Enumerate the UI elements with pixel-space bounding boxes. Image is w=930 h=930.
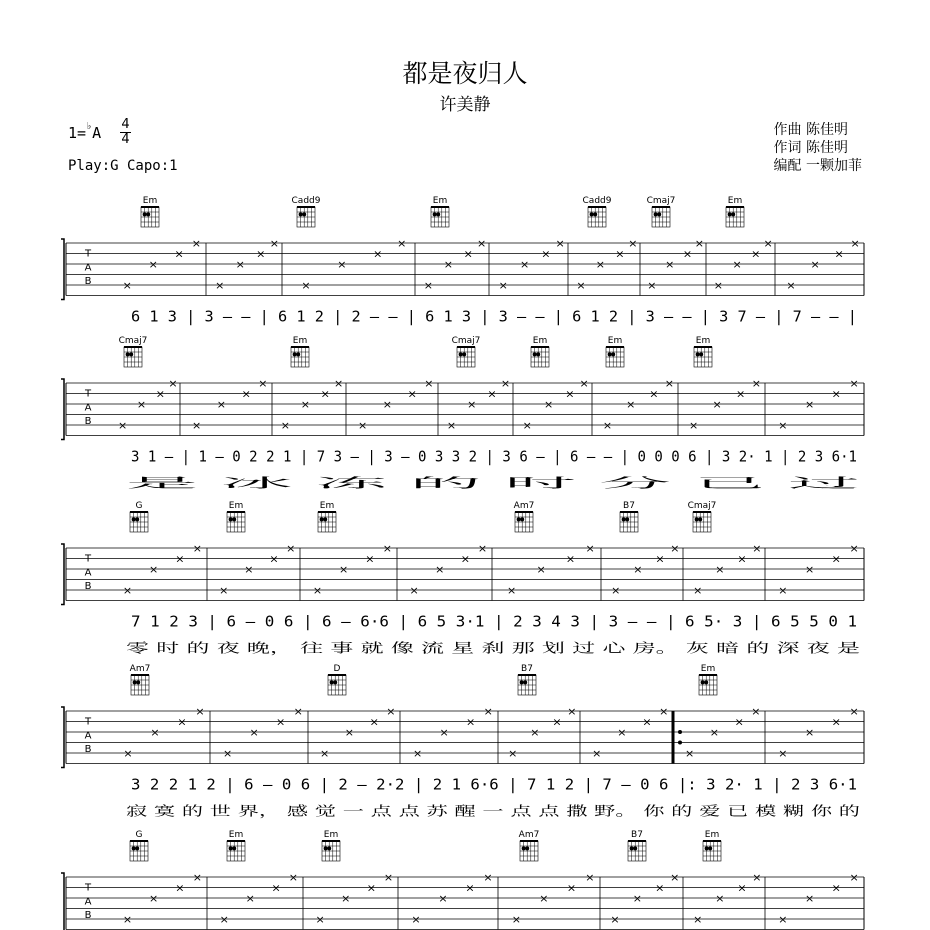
chord-diagram-dot: [136, 680, 140, 684]
tab-note-x: ×: [831, 387, 841, 401]
numbered-notation: 6 1 3 | 3 — — | 6 1 2 | 2 — — | 6 1 3 | 3 — — | 6 1 2 | 3 — — | 3 7 — | 7 — — |: [131, 307, 857, 326]
tab-note-x: ×: [483, 871, 493, 884]
tab-note-x: ×: [539, 892, 549, 905]
tab-note-x: ×: [409, 584, 419, 597]
tab-note-x: ×: [337, 258, 347, 271]
tab-note-x: ×: [271, 881, 281, 895]
tab-note-x: ×: [602, 419, 613, 432]
tab-note-x: ×: [219, 913, 229, 926]
chord-diagram-dot: [728, 212, 732, 216]
chord-diagram-dot: [517, 517, 521, 521]
tab-note-x: ×: [649, 387, 659, 401]
tab-note-x: ×: [191, 237, 202, 250]
tab-note-x: ×: [293, 705, 303, 718]
numbered-notation: 3 2 2 1 2 | 6 — 0 6 | 2 — 2·2 | 2 1 6·6 | 7 1 2 | 7 — 0 6 |: 3 2· 1 | 2 3 6·1: [131, 775, 858, 794]
chord-diagram-dot: [232, 846, 236, 850]
chord-diagram-dot: [327, 846, 331, 850]
tab-note-x: ×: [642, 715, 652, 729]
tab-note-x: ×: [460, 552, 471, 566]
chord-name: Em: [228, 501, 244, 511]
tab-note-x: ×: [611, 584, 621, 597]
tab-note-x: ×: [223, 747, 233, 760]
tab-note-x: ×: [446, 419, 457, 432]
tab-note-x: ×: [522, 419, 532, 432]
chord-name: Am7: [518, 830, 540, 840]
tab-note-x: ×: [694, 237, 705, 250]
tab-note-x: ×: [383, 871, 394, 884]
lyrics-line: 寂 寞 的 世 界， 感 觉 一 点 点 苏 醒 一 点 点 撒 野。 你 的 爱 已 模 糊 你 的: [126, 804, 577, 820]
repeat-dot: [678, 730, 682, 734]
tab-note-x: ×: [369, 715, 379, 729]
chord-name: Em: [695, 336, 711, 346]
tab-note-x: ×: [684, 747, 695, 760]
tab-note-x: ×: [333, 377, 344, 390]
tab-note-x: ×: [382, 398, 393, 411]
tab-note-x: ×: [655, 881, 665, 895]
chord-diagram-dot: [299, 212, 303, 216]
tab-note-x: ×: [682, 247, 693, 261]
system-bracket: [61, 873, 64, 930]
chord-diagram-dot: [330, 680, 334, 684]
tab-note-x: ×: [709, 726, 720, 739]
tab-clef-letter: B: [84, 580, 92, 592]
chord-diagram-dot: [536, 352, 540, 356]
tab-note-x: ×: [258, 377, 268, 390]
chord-diagram-dot: [436, 212, 440, 216]
tab-note-x: ×: [786, 279, 796, 292]
chord-diagram-dot: [695, 517, 699, 521]
tab-note-x: ×: [565, 552, 576, 566]
tab-note-x: ×: [435, 563, 445, 576]
tab-note-x: ×: [117, 419, 128, 432]
chord-name: Cmaj7: [687, 501, 717, 511]
chord-name: Cadd9: [291, 196, 321, 206]
chord-diagram-dot: [433, 212, 437, 216]
tab-note-x: ×: [424, 377, 434, 390]
system-bracket: [61, 544, 64, 605]
tab-note-x: ×: [438, 892, 448, 905]
tab-note-x: ×: [216, 398, 227, 411]
chord-diagram-dot: [302, 212, 306, 216]
tab-note-x: ×: [804, 398, 815, 411]
tab-note-x: ×: [269, 552, 279, 566]
tab-note-x: ×: [443, 258, 453, 271]
chord-diagram-dot: [705, 846, 709, 850]
tab-note-x: ×: [831, 552, 841, 566]
tab-note-x: ×: [500, 377, 511, 390]
chord-diagram-dot: [590, 212, 594, 216]
tab-note-x: ×: [397, 237, 407, 250]
tab-note-x: ×: [275, 715, 286, 729]
tab-note-x: ×: [736, 387, 746, 401]
tab-note-x: ×: [737, 552, 747, 566]
tab-note-x: ×: [344, 726, 355, 739]
tab-note-x: ×: [195, 705, 205, 718]
chord-diagram-dot: [229, 517, 233, 521]
chord-name: Em: [727, 196, 743, 206]
chord-diagram-dot: [533, 352, 537, 356]
tab-note-x: ×: [192, 871, 202, 884]
tab-note-x: ×: [579, 377, 589, 390]
tab-note-x: ×: [659, 705, 669, 718]
tab-note-x: ×: [339, 563, 349, 576]
tab-note-x: ×: [565, 387, 575, 401]
chord-name: D: [333, 664, 341, 674]
tab-note-x: ×: [737, 881, 747, 895]
tab-note-x: ×: [552, 715, 562, 729]
tab-note-x: ×: [465, 881, 475, 895]
tab-note-x: ×: [191, 419, 202, 432]
chord-diagram-dot: [129, 352, 133, 356]
chord-diagram-dot: [704, 680, 708, 684]
tab-note-x: ×: [439, 726, 449, 739]
tab-note-x: ×: [693, 584, 703, 597]
tab-note-x: ×: [732, 258, 742, 271]
play-capo-info: Play:G Capo:1: [68, 158, 178, 174]
tab-note-x: ×: [850, 237, 860, 250]
tab-note-x: ×: [712, 398, 722, 411]
tab-note-x: ×: [778, 419, 788, 432]
chord-name: Cmaj7: [118, 336, 148, 346]
tab-clef-letter: T: [84, 716, 92, 728]
tab-note-x: ×: [280, 419, 290, 432]
chord-diagram-dot: [229, 846, 233, 850]
tab-note-x: ×: [595, 258, 606, 271]
chord-name: Em: [319, 501, 335, 511]
chord-diagram-dot: [520, 680, 524, 684]
key-signature: 1=♭A: [68, 121, 102, 142]
chord-diagram-dot: [701, 680, 705, 684]
tab-note-x: ×: [647, 279, 657, 292]
chord-diagram-dot: [333, 680, 337, 684]
chord-name: Em: [532, 336, 548, 346]
tab-note-x: ×: [778, 584, 788, 597]
chord-name: B7: [521, 664, 533, 674]
time-signature: 4 4: [121, 117, 130, 147]
tab-note-x: ×: [576, 279, 586, 292]
tab-note-x: ×: [831, 715, 841, 729]
tab-note-x: ×: [633, 563, 643, 576]
tab-note-x: ×: [463, 247, 473, 261]
tab-note-x: ×: [312, 584, 323, 597]
tab-note-x: ×: [592, 747, 602, 760]
tab-note-x: ×: [508, 747, 518, 760]
tab-note-x: ×: [689, 419, 699, 432]
tab-note-x: ×: [122, 913, 133, 926]
chord-diagram-dot: [593, 212, 597, 216]
chord-diagram-dot: [633, 846, 637, 850]
tab-note-x: ×: [465, 715, 476, 729]
tab-note-x: ×: [136, 398, 147, 411]
tab-note-x: ×: [174, 247, 184, 261]
tab-note-x: ×: [235, 258, 245, 271]
chord-name: Em: [292, 336, 308, 346]
tab-note-x: ×: [713, 279, 724, 292]
chord-name: Em: [704, 830, 720, 840]
chord-diagram-dot: [731, 212, 735, 216]
tab-note-x: ×: [834, 247, 844, 261]
arranger-credit: 编配 一颗加菲: [773, 158, 862, 174]
tab-note-x: ×: [849, 871, 859, 884]
chord-name: Cadd9: [582, 196, 612, 206]
tab-note-x: ×: [778, 913, 788, 926]
tab-note-x: ×: [511, 913, 521, 926]
chord-diagram-dot: [522, 846, 526, 850]
chord-name: G: [135, 830, 143, 840]
tab-note-x: ×: [849, 705, 859, 718]
tab-note-x: ×: [219, 584, 229, 597]
tab-note-x: ×: [804, 726, 815, 739]
tab-note-x: ×: [734, 715, 744, 729]
chord-name: Em: [432, 196, 448, 206]
chord-diagram-dot: [611, 352, 615, 356]
tab-note-x: ×: [245, 892, 255, 905]
chord-diagram-dot: [143, 212, 147, 216]
chord-diagram-dot: [523, 680, 527, 684]
tab-note-x: ×: [155, 387, 166, 401]
chord-name: B7: [623, 501, 635, 511]
tab-note-x: ×: [319, 747, 330, 760]
chord-diagram-dot: [459, 352, 463, 356]
tab-note-x: ×: [715, 563, 725, 576]
tab-note-x: ×: [215, 279, 225, 292]
chord-diagram-dot: [135, 517, 139, 521]
chord-diagram-dot: [296, 352, 300, 356]
tab-note-x: ×: [849, 542, 859, 555]
tab-note-x: ×: [610, 913, 620, 926]
lyrics-line: 零 时 的 夜 晚， 往 事 就 像 流 星 刹 那 划 过 心 房。 灰 暗 的 深 夜 是: [126, 641, 542, 657]
tab-clef-letter: B: [84, 909, 92, 921]
chord-diagram-dot: [696, 352, 700, 356]
tab-note-x: ×: [655, 552, 665, 566]
tab-clef-letter: T: [84, 248, 92, 260]
tab-note-x: ×: [168, 377, 178, 390]
song-title: 都是夜归人: [402, 59, 528, 88]
tab-note-x: ×: [670, 542, 680, 555]
tab-note-x: ×: [411, 913, 421, 926]
tab-note-x: ×: [752, 542, 762, 555]
chord-diagram-dot: [133, 680, 137, 684]
chord-name: B7: [631, 830, 643, 840]
tab-note-x: ×: [244, 563, 254, 576]
chord-diagram-dot: [520, 517, 524, 521]
tab-note-x: ×: [241, 387, 251, 401]
system-bracket: [61, 379, 64, 440]
tab-note-x: ×: [413, 747, 423, 760]
tab-clef-letter: T: [84, 388, 92, 400]
chord-diagram-dot: [135, 846, 139, 850]
tab-note-x: ×: [751, 705, 761, 718]
tab-note-x: ×: [477, 542, 488, 555]
tab-note-x: ×: [751, 377, 761, 390]
tab-note-x: ×: [536, 563, 546, 576]
chord-diagram-dot: [657, 212, 661, 216]
tab-note-x: ×: [148, 258, 158, 271]
tab-note-x: ×: [288, 871, 299, 884]
chord-diagram-dot: [126, 352, 130, 356]
chord-diagram-dot: [132, 846, 136, 850]
tab-note-x: ×: [543, 398, 554, 411]
tab-note-x: ×: [320, 387, 330, 401]
lyrics-line: 是 冰 冻 的 时 分 已 过: [126, 476, 259, 492]
tab-note-x: ×: [269, 237, 280, 250]
tab-note-x: ×: [693, 913, 703, 926]
tab-note-x: ×: [386, 705, 396, 718]
tab-note-x: ×: [498, 279, 508, 292]
tab-note-x: ×: [585, 542, 595, 555]
system-bracket: [61, 239, 64, 300]
chord-diagram-dot: [630, 846, 634, 850]
tab-note-x: ×: [373, 247, 383, 261]
tab-note-x: ×: [617, 726, 627, 739]
chord-diagram-dot: [132, 517, 136, 521]
chord-diagram-dot: [293, 352, 297, 356]
tab-clef-letter: A: [84, 730, 92, 742]
tab-note-x: ×: [476, 237, 487, 250]
chord-name: Am7: [129, 664, 151, 674]
tab-note-x: ×: [300, 398, 310, 411]
tab-note-x: ×: [149, 563, 159, 576]
chord-diagram-dot: [622, 517, 626, 521]
tab-note-x: ×: [382, 542, 392, 555]
tab-clef-letter: B: [84, 415, 92, 427]
tab-note-x: ×: [175, 552, 185, 566]
tab-note-x: ×: [752, 871, 762, 884]
chord-diagram-dot: [625, 517, 629, 521]
tab-note-x: ×: [301, 279, 311, 292]
tab-note-x: ×: [632, 892, 642, 905]
chord-diagram-dot: [324, 846, 328, 850]
tab-note-x: ×: [249, 726, 259, 739]
tab-note-x: ×: [467, 398, 477, 411]
chord-name: Cmaj7: [451, 336, 481, 346]
chord-name: Em: [323, 830, 339, 840]
tab-note-x: ×: [849, 377, 859, 390]
tab-note-x: ×: [123, 747, 133, 760]
tab-note-x: ×: [423, 279, 433, 292]
tab-note-x: ×: [366, 881, 377, 895]
tab-note-x: ×: [567, 705, 577, 718]
chord-diagram-dot: [525, 846, 529, 850]
chord-diagram-dot: [320, 517, 324, 521]
tab-note-x: ×: [615, 247, 625, 261]
tab-note-x: ×: [407, 387, 417, 401]
lyricist-credit: 作词 陈佳明: [773, 140, 848, 156]
tab-note-x: ×: [149, 892, 159, 905]
system-bracket: [61, 707, 64, 768]
tab-clef-letter: A: [84, 567, 92, 579]
artist-name: 许美静: [439, 95, 491, 115]
tab-note-x: ×: [763, 237, 773, 250]
chord-name: G: [135, 501, 143, 511]
composer-credit: 作曲 陈佳明: [773, 122, 848, 138]
tab-note-x: ×: [664, 377, 675, 390]
tab-note-x: ×: [122, 584, 133, 597]
chord-name: Em: [700, 664, 716, 674]
tab-note-x: ×: [150, 726, 160, 739]
repeat-dot: [678, 741, 682, 745]
chord-diagram-dot: [708, 846, 712, 850]
tab-note-x: ×: [665, 258, 675, 271]
chord-diagram-dot: [232, 517, 236, 521]
tab-note-x: ×: [751, 247, 761, 261]
chord-diagram-dot: [698, 517, 702, 521]
tab-note-x: ×: [566, 881, 577, 895]
tab-note-x: ×: [122, 279, 132, 292]
chord-diagram-dot: [654, 212, 658, 216]
tab-clef-letter: A: [84, 402, 92, 414]
tab-note-x: ×: [831, 881, 841, 895]
tab-note-x: ×: [804, 563, 815, 576]
tab-note-x: ×: [357, 419, 368, 432]
tab-clef-letter: B: [84, 743, 92, 755]
tab-note-x: ×: [315, 913, 325, 926]
tab-note-x: ×: [555, 237, 565, 250]
chord-diagram-dot: [462, 352, 466, 356]
tab-clef-letter: T: [84, 882, 92, 894]
tab-note-x: ×: [286, 542, 296, 555]
tab-note-x: ×: [670, 871, 680, 884]
chord-diagram-dot: [146, 212, 150, 216]
chord-name: Em: [607, 336, 623, 346]
chord-name: Cmaj7: [646, 196, 676, 206]
tab-note-x: ×: [585, 871, 595, 884]
tab-clef-letter: A: [84, 896, 92, 908]
tab-note-x: ×: [530, 726, 540, 739]
tab-note-x: ×: [715, 892, 725, 905]
tab-clef-letter: T: [84, 553, 92, 565]
chord-diagram-dot: [608, 352, 612, 356]
tab-note-x: ×: [626, 398, 636, 411]
tab-note-x: ×: [507, 584, 517, 597]
chord-name: Em: [142, 196, 158, 206]
tab-note-x: ×: [778, 747, 788, 760]
chord-name: Em: [228, 830, 244, 840]
tab-note-x: ×: [192, 542, 202, 555]
tab-note-x: ×: [365, 552, 375, 566]
tab-clef-letter: B: [84, 275, 92, 287]
chord-name: Am7: [513, 501, 535, 511]
tab-note-x: ×: [810, 258, 820, 271]
tab-clef-letter: A: [84, 262, 92, 274]
tab-note-x: ×: [519, 258, 530, 271]
tab-note-x: ×: [541, 247, 551, 261]
chord-diagram-dot: [323, 517, 327, 521]
chord-diagram-dot: [699, 352, 703, 356]
tab-note-x: ×: [487, 387, 497, 401]
tab-note-x: ×: [256, 247, 266, 261]
tab-note-x: ×: [628, 237, 638, 250]
tab-note-x: ×: [804, 892, 815, 905]
tab-note-x: ×: [483, 705, 493, 718]
tab-note-x: ×: [177, 715, 187, 729]
numbered-notation: 7 1 2 3 | 6 — 0 6 | 6 — 6·6 | 6 5 3·1 | 2 3 4 3 | 3 — — | 6 5· 3 | 6 5 5 0 1: [131, 612, 857, 631]
numbered-notation: 3 1 — | 1 — 0 2 2 1 | 7 3 — | 3 — 0 3 3 2 | 3 6 — | 6 — — | 0 0 0 6 | 3 2· 1 | 2 3 6·1: [131, 447, 857, 466]
tab-note-x: ×: [175, 881, 185, 895]
tab-note-x: ×: [341, 892, 351, 905]
